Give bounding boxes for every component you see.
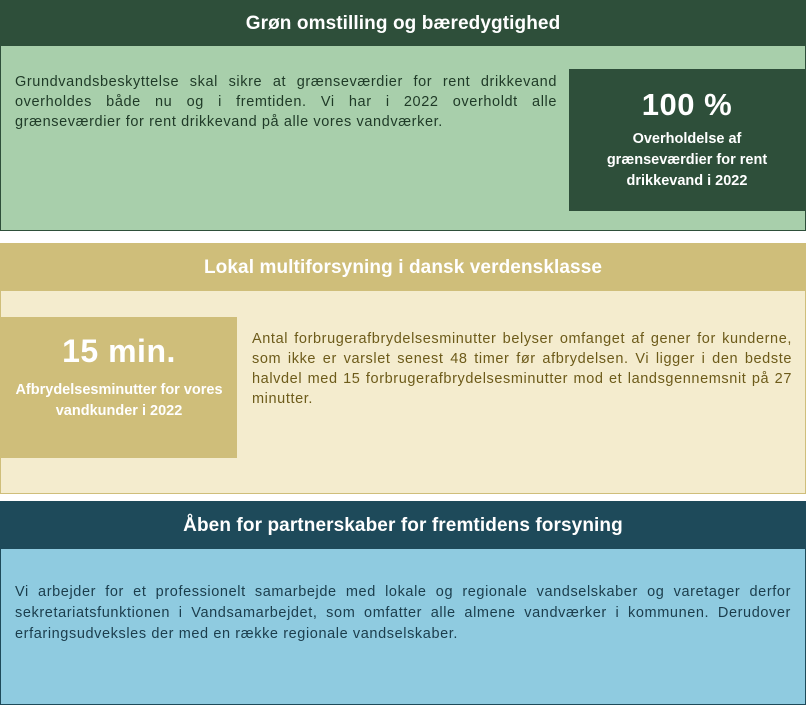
section-body-text: Grundvandsbeskyttelse skal sikre at grænseværdier for rent drikkevand overholdes både nu og i fremtiden. Vi har i 2022 overholdt alle grænseværdier for rent drikkevand på alle vores vandværker.: [15, 74, 557, 130]
section-title: Grøn omstilling og bæredygtighed: [1, 1, 805, 46]
section-local-multiutility: [0, 243, 806, 494]
stat-value: 15 min.: [62, 333, 176, 369]
stat-box: [569, 69, 805, 211]
stat-box: [1, 317, 237, 458]
section-green-transition: [0, 0, 806, 231]
section-title: Lokal multiforsyning i dansk verdensklasse: [1, 244, 805, 291]
section-title: Åben for partnerskaber for fremtidens forsyning: [1, 502, 805, 549]
stat-value: 100 %: [641, 87, 733, 122]
stat-caption: Overholdelse af grænseværdier for rent drikkevand i 2022: [606, 131, 768, 189]
stat-caption: Afbrydelsesminutter for vores vandkunder i 2022: [15, 382, 223, 419]
section-body-text: Antal forbrugerafbrydelsesminutter belyser omfanget af gener for kunderne, som ikke er varslet senest 48 timer før afbrydelsen. Vi ligger i den bedste halvdel med 15 forbrugerafbrydelsesminutter mod et landsgennemsnit på 27 minutter.: [252, 331, 792, 407]
section-body-text: Vi arbejder for et professionelt samarbejde med lokale og regionale vandselskaber og varetager derfor sekretariatsfunktionen i Vandsamarbejdet, som omfatter alle almene vandværker i kommunen. Derudover erfaringsudveksles der med en række regionale vandselskaber.: [15, 584, 791, 642]
section-partnerships: [0, 501, 806, 705]
